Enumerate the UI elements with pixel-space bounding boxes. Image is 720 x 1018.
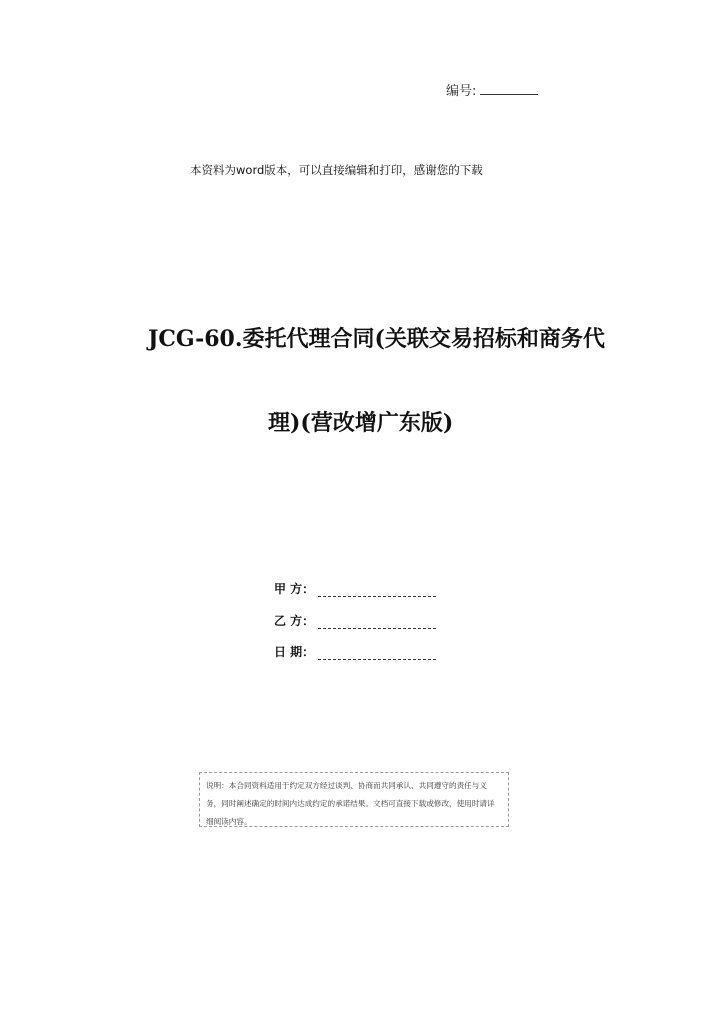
document-title-line-1: JCG-60.委托代理合同(关联交易招标和商务代 <box>148 326 605 352</box>
party-a-row <box>274 580 436 597</box>
date-row <box>274 643 436 660</box>
date-blank[interactable] <box>318 647 436 660</box>
usage-note-box <box>199 772 509 827</box>
document-number-label: 编号: <box>446 84 477 99</box>
document-number <box>446 80 538 99</box>
party-b-row <box>274 612 436 629</box>
party-b-label: 乙 方： <box>274 614 315 628</box>
download-notice: 本资料为word版本，可以直接编辑和打印，感谢您的下载 <box>190 163 483 177</box>
document-title-line-2: 理)(营改增广东版) <box>268 410 454 436</box>
date-label: 日 期： <box>274 645 315 659</box>
usage-note-text: 说明：本合同资料适用于约定双方经过谈判、协商而共同承认、共同遵守的责任与义务，同时阐述确定的时间内达成约定的承诺结果。文档可直接下载或修改，使用时请详细阅读内容。 <box>206 781 495 826</box>
party-b-blank[interactable] <box>318 616 436 629</box>
party-a-label: 甲 方： <box>274 582 315 596</box>
document-number-blank[interactable] <box>480 82 538 95</box>
party-a-blank[interactable] <box>318 584 436 597</box>
